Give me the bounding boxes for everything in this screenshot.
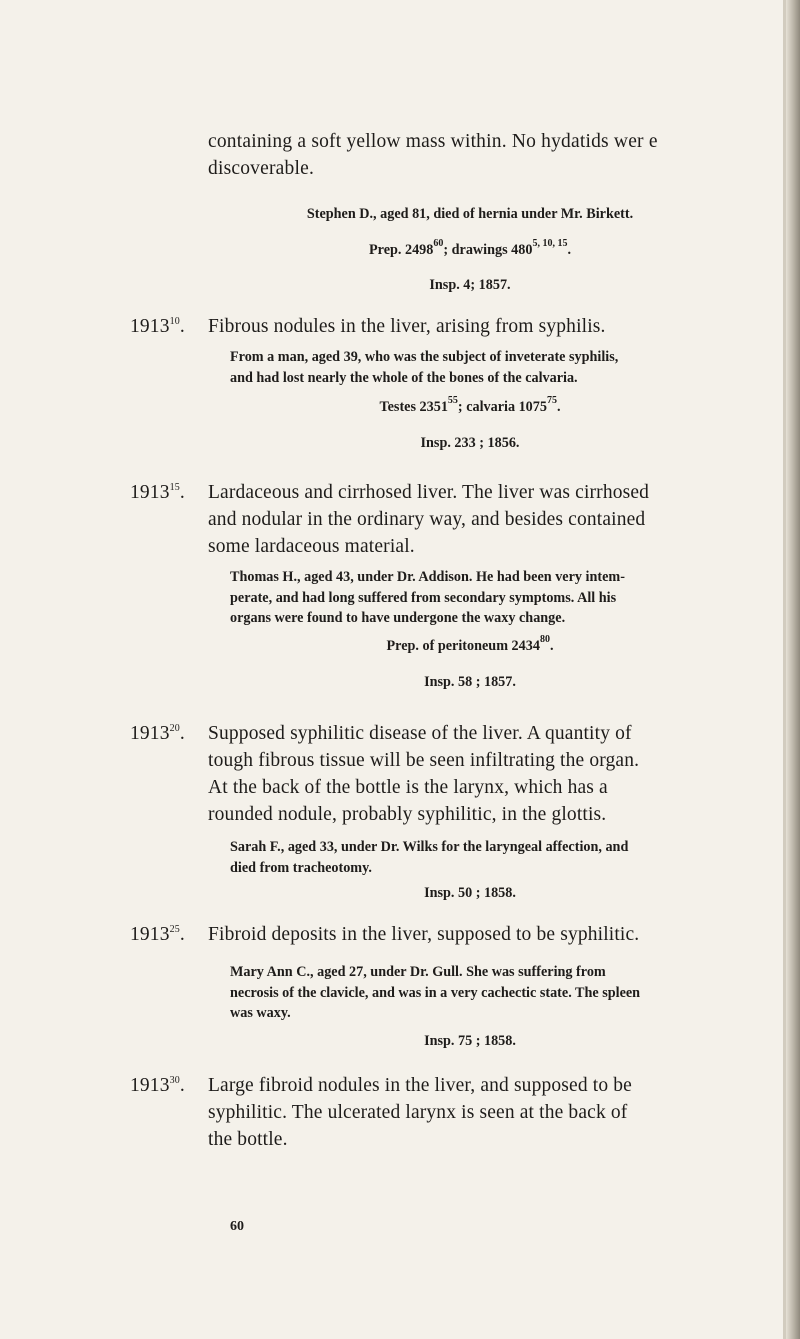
case-note: Thomas H., aged 43, under Dr. Addison. He had been very intem- perate, and had long suffered from secondary symptoms. All his organs were found to have undergone the waxy change. <box>230 569 625 626</box>
text-line: discoverable. <box>208 158 315 179</box>
inspection-ref: Insp. 4; 1857. <box>429 277 511 293</box>
case-note: Mary Ann C., aged 27, under Dr. Gull. She was suffering from necrosis of the clavicle, and was in a very cachectic state. The spleen was waxy. <box>230 964 641 1021</box>
continued-paragraph <box>208 128 728 182</box>
entry-title: Large fibroid nodules in the liver, and supposed to be syphilitic. The ulcerated larynx is seen at the back of the bottle. <box>208 1075 632 1150</box>
inspection-ref: Insp. 58 ; 1857. <box>424 674 516 690</box>
entry-number: 1913$^{20}$. <box>130 723 185 744</box>
reference-line: Prep. 2498$^{60}$; drawings 480$^{5, 10, 15}$. <box>369 238 571 258</box>
entry-number: 1913$^{30}$. <box>130 1075 185 1096</box>
catalogue-entry <box>130 720 730 828</box>
case-note: Stephen D., aged 81, died of hernia under Mr. Birkett. <box>306 206 634 222</box>
entry-number: 1913$^{15}$. <box>130 482 185 503</box>
inspection-ref: Insp. 50 ; 1858. <box>424 885 516 901</box>
entry-title: Fibrous nodules in the liver, arising from syphilis. <box>208 316 606 337</box>
catalogue-entry <box>130 479 730 560</box>
case-note: Sarah F., aged 33, under Dr. Wilks for the laryngeal affection, and died from tracheotomy. <box>230 839 629 876</box>
entry-title: Supposed syphilitic disease of the liver. A quantity of tough fibrous tissue will be seen infiltrating the organ. At the back of the bottle is the larynx, which has a rounded nodule, probably syphilitic, in the glottis. <box>208 723 640 825</box>
reference-line: Testes 2351$^{55}$; calvaria 1075$^{75}$. <box>379 395 561 415</box>
page-edge-shadow <box>783 0 786 1339</box>
inspection-ref: Insp. 75 ; 1858. <box>424 1033 516 1049</box>
entry-number: 1913$^{10}$. <box>130 316 185 337</box>
page-edge <box>786 0 800 1339</box>
entry-title: Lardaceous and cirrhosed liver. The liver was cirrhosed and nodular in the ordinary way, and besides contained some lardaceous material. <box>208 482 650 557</box>
catalogue-entry <box>130 313 730 340</box>
inspection-ref: Insp. 233 ; 1856. <box>420 435 520 451</box>
page-number: 60 <box>230 1219 244 1234</box>
reference-line: Prep. of peritoneum 2434$^{80}$. <box>386 634 554 654</box>
catalogue-entry <box>130 921 730 948</box>
entry-number: 1913$^{25}$. <box>130 924 185 945</box>
entry-title: Fibroid deposits in the liver, supposed to be syphilitic. <box>208 924 640 945</box>
catalogue-entry <box>130 1072 730 1153</box>
case-note: From a man, aged 39, who was the subject of inveterate syphilis, and had lost nearly the whole of the bones of the calvaria. <box>230 349 619 386</box>
text-line: containing a soft yellow mass within. No hydatids wer e <box>208 131 658 152</box>
